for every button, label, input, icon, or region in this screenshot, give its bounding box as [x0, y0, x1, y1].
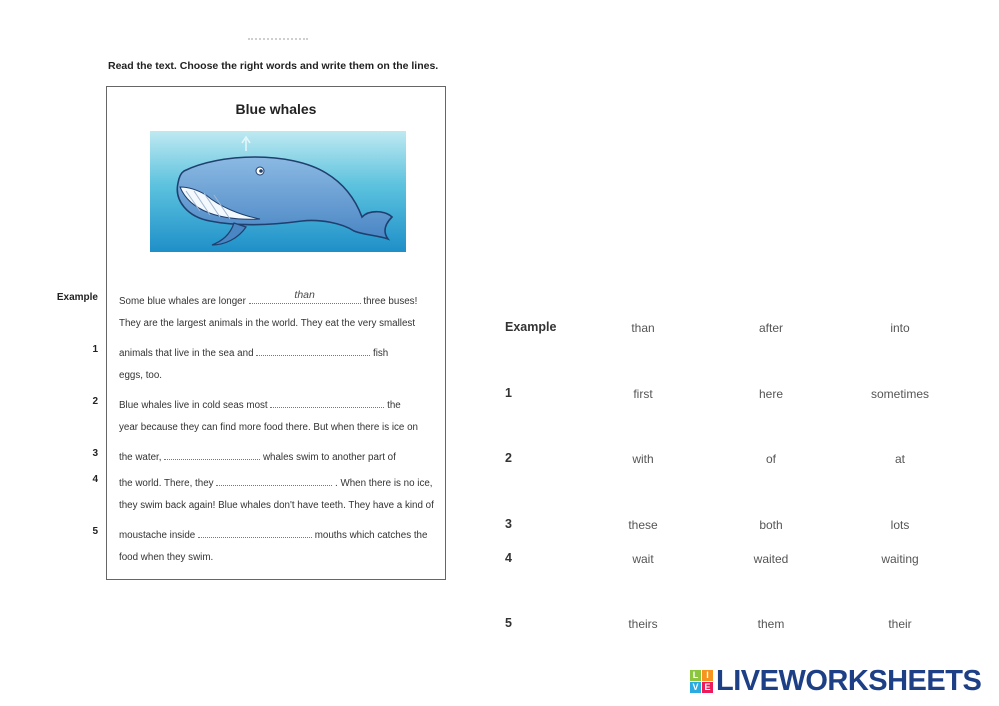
cut-off-heading: [248, 38, 308, 46]
question-label-example: Example: [56, 292, 98, 303]
option-word[interactable]: into: [890, 321, 910, 335]
option-word[interactable]: at: [894, 452, 905, 466]
option-word[interactable]: sometimes: [870, 387, 929, 401]
option-word[interactable]: waiting: [881, 552, 919, 566]
question-label-2: 2: [92, 396, 98, 407]
text-line-q3: the water, whales swim to another part of: [119, 448, 396, 463]
option-row-label: 3: [505, 517, 512, 531]
option-word[interactable]: their: [888, 617, 912, 631]
question-label-1: 1: [92, 344, 98, 355]
example-answer: than: [294, 289, 315, 301]
text-line-q2: Blue whales live in cold seas most the: [119, 396, 401, 411]
option-word[interactable]: after: [758, 321, 783, 335]
logo-text: LIVEWORKSHEETS: [716, 664, 982, 697]
option-row-label: 1: [505, 386, 512, 400]
text-line: year because they can find more food there. But when there is ice on: [119, 422, 418, 433]
answer-blank-2[interactable]: [270, 396, 384, 408]
option-word[interactable]: both: [759, 518, 783, 532]
option-word[interactable]: these: [628, 518, 658, 532]
liveworksheets-logo: [690, 666, 981, 696]
option-word[interactable]: lots: [890, 518, 910, 532]
option-word[interactable]: wait: [632, 552, 654, 566]
text-line: They are the largest animals in the world. They eat the very smallest: [119, 318, 416, 329]
answer-blank-4[interactable]: [216, 474, 332, 486]
text-line: food when they swim.: [119, 552, 214, 563]
option-word[interactable]: waited: [753, 552, 789, 566]
blue-whale-illustration: [150, 131, 406, 252]
reading-text-box: [106, 86, 446, 580]
question-label-3: 3: [92, 448, 98, 459]
option-word[interactable]: than: [631, 321, 655, 335]
answer-blank-5[interactable]: [198, 526, 312, 538]
option-row-label: 5: [505, 616, 512, 630]
option-word[interactable]: of: [765, 452, 776, 466]
option-word[interactable]: theirs: [628, 617, 658, 631]
question-label-4: 4: [92, 474, 98, 485]
question-label-5: 5: [92, 526, 98, 537]
text-line: they swim back again! Blue whales don't have teeth. They have a kind of: [119, 500, 434, 511]
story-title: Blue whales: [235, 101, 317, 117]
text-line-example: Some blue whales are longer than three buses!: [119, 289, 418, 307]
text-line: eggs, too.: [119, 370, 163, 381]
logo-icon: L I V E: [690, 670, 713, 693]
instruction-text: Read the text. Choose the right words and write them on the lines.: [108, 60, 439, 72]
text-line-q1: animals that live in the sea and fish: [119, 344, 388, 359]
option-word[interactable]: them: [757, 617, 785, 631]
option-word[interactable]: first: [633, 387, 653, 401]
example-answer-line: [249, 289, 361, 304]
option-row-label: 4: [505, 551, 512, 565]
option-word[interactable]: here: [758, 387, 784, 401]
option-row-label: 2: [505, 451, 512, 465]
answer-blank-3[interactable]: [164, 448, 260, 460]
text-line-q5: moustache inside mouths which catches the: [119, 526, 427, 541]
text-line-q4: the world. There, they . When there is no ice,: [119, 474, 433, 489]
option-word[interactable]: with: [632, 452, 654, 466]
answer-blank-1[interactable]: [256, 344, 370, 356]
option-row-label: Example: [505, 320, 557, 334]
